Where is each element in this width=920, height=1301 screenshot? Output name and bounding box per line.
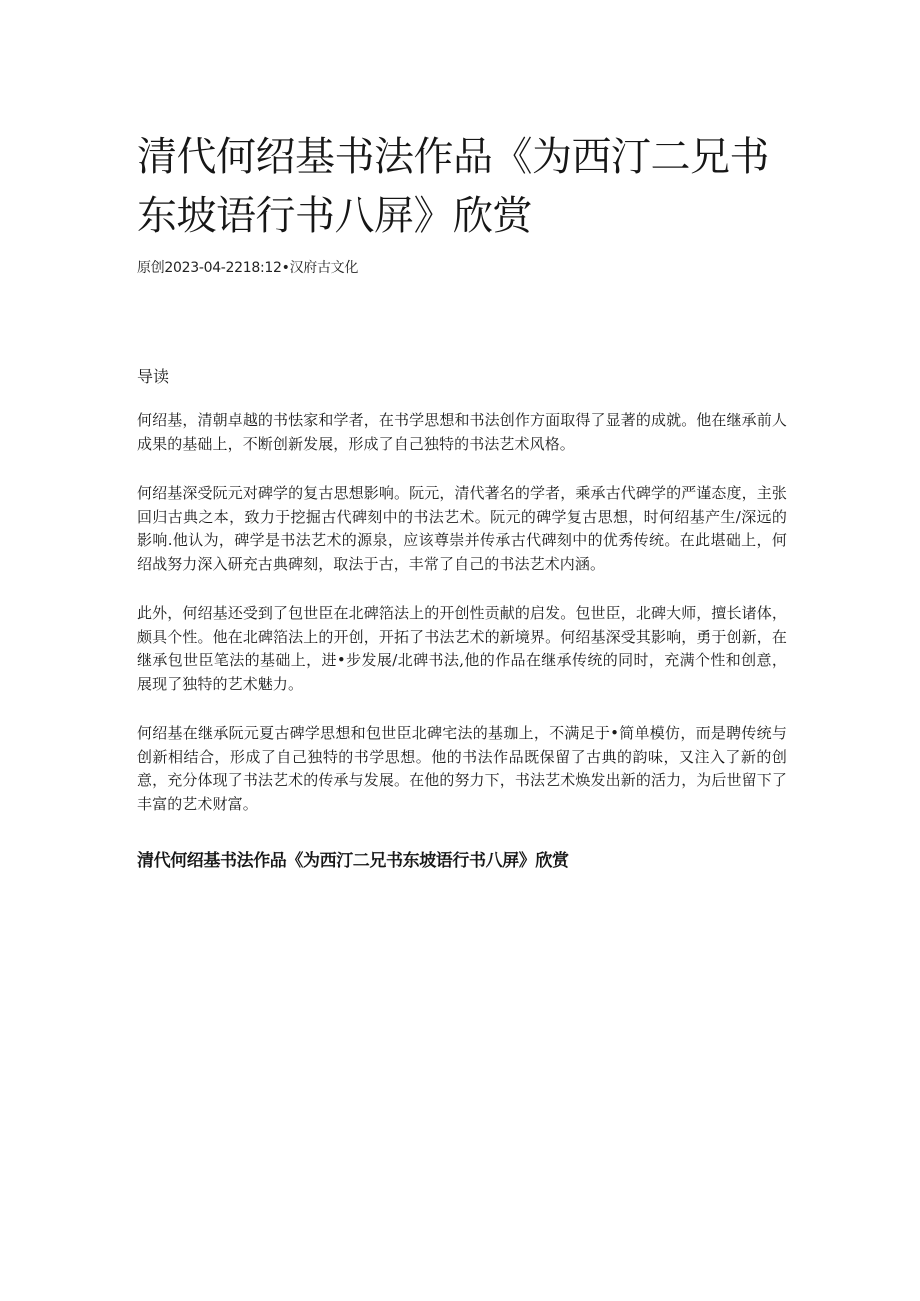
section-heading-intro: 导读 [137,367,170,386]
paragraph-1: 何绍基，清朝卓越的书怯家和学者，在书学思想和书法创作方面取得了显著的成就。他在继承前人成果的基础上，不断创新发展，形成了自己独特的书法艺术风格。 [137,411,787,453]
paragraph-4: 何绍基在继承阮元夏古碑学思想和包世臣北碑宅法的基珈上，不满足于•简单模仿，而是聘传统与创新相结合，形成了自己独特的书学思想。他的书法作品既保留了古典的韵味，又注入了新的创意，充分体现了书法艺术的传承与发展。在他的努力下，书法艺术焕发出新的活力，为后世留下了丰富的艺术财富。 [137,724,787,813]
paragraph-2: 何绍基深受阮元对碑学的复古思想影响。阮元，清代著名的学者，乘承古代碑学的严谨态度，主张回归古典之本，致力于挖掘古代碑刻中的书法艺术。阮元的碑学复古思想，时何绍基产生/深远的影响.他认为，碑学是书法艺术的源泉，应该尊崇并传承古代碑刻中的优秀传统。在此堪础上，何绍战努力深入研充古典碑刻，取法于古，丰常了自己的书法艺术内涵。 [137,484,787,573]
gallery-heading: 清代何绍基书法作品《为西汀二兄书东坡语行书八屏》欣赏 [137,851,569,871]
article-meta: 原创2023-04-2218:12•汉府古文化 [137,260,359,276]
article [137,128,787,871]
article-title: 清代何绍基书法作品《为西汀二兄书东坡语行书八屏》欣赏 [137,134,769,239]
paragraph-3: 此外，何绍基还受到了包世臣在北碑箔法上的开创性贡献的启发。包世臣，北碑大师，擅长诸体，颇具个性。他在北碑箔法上的开创，开拓了书法艺术的新境界。何绍基深受其影响，勇于创新，在继承包世臣笔法的基础上，进•步发展/北碑书法,他的作品在继承传统的同时，充满个性和创意，展现了独特的艺术魅力。 [137,604,787,693]
